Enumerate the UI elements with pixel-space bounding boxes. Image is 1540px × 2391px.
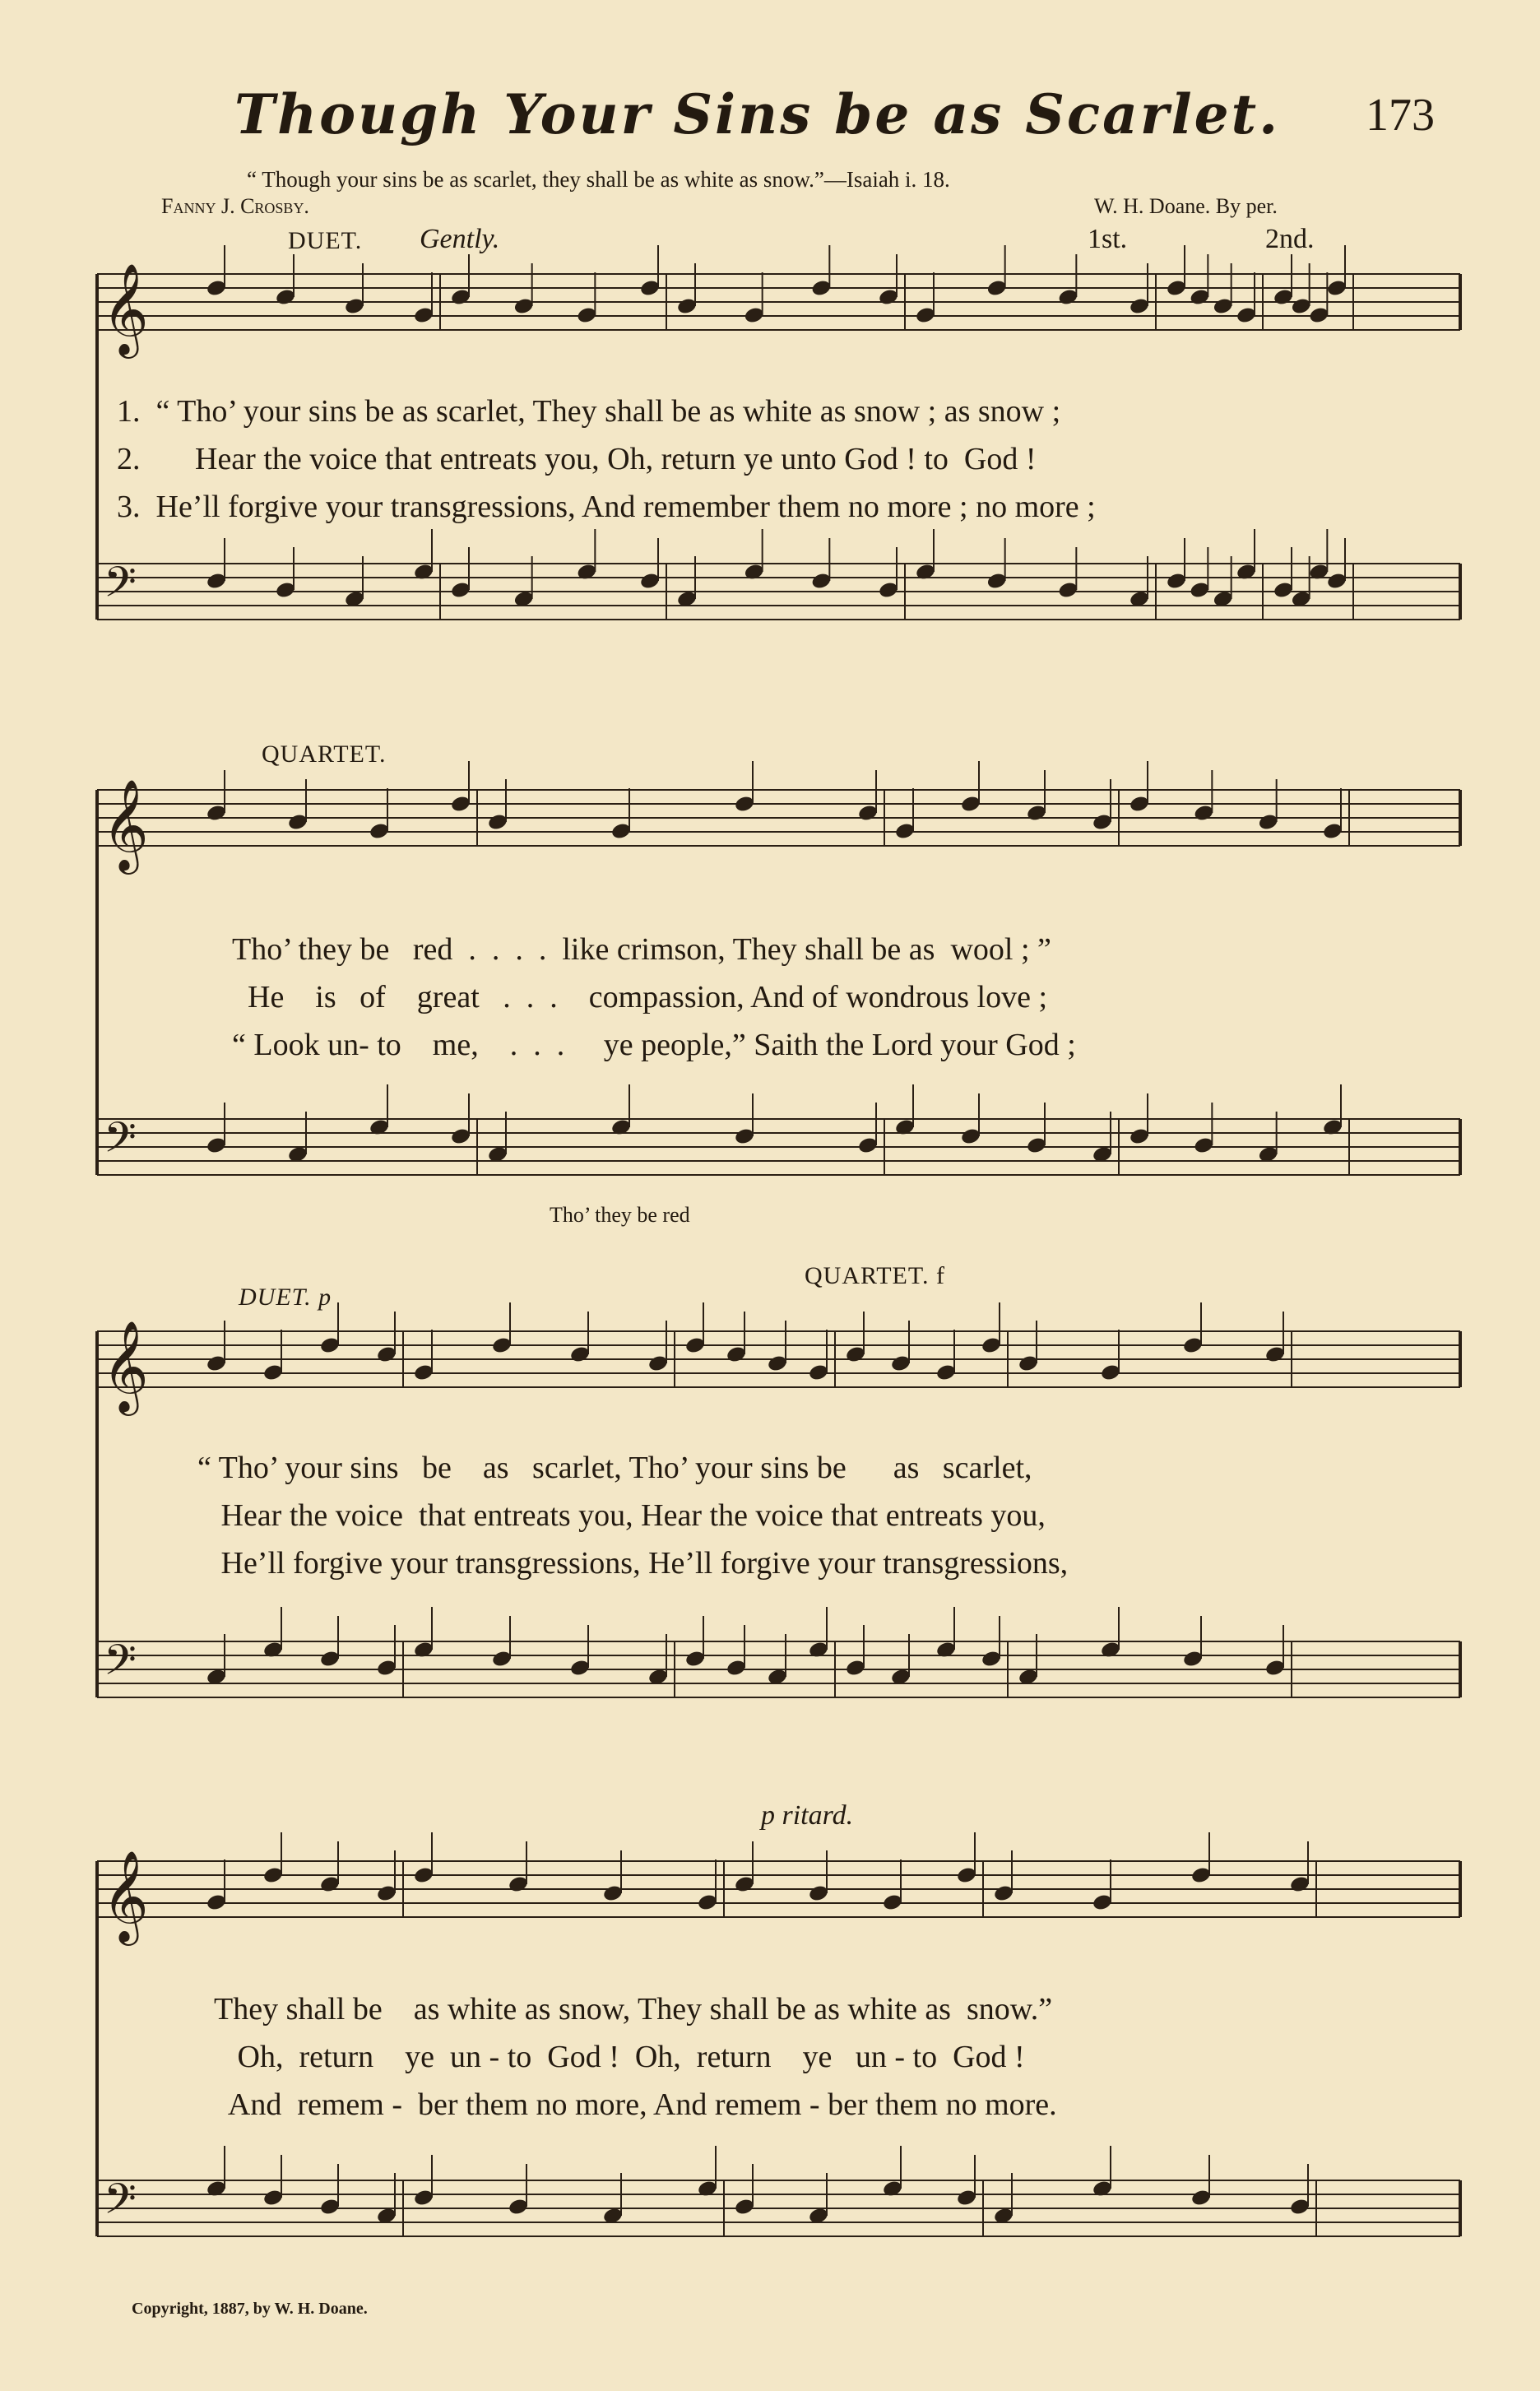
verse-line-3c: He’ll forgive your transgressions, He’ll forgive your transgressions, (197, 1546, 1069, 1581)
quartet-f-marking: QUARTET. f (805, 1262, 945, 1289)
ritard-marking: p ritard. (761, 1800, 854, 1831)
composer-credit: W. H. Doane. By per. (1094, 194, 1278, 218)
verse-line-2a: 2. Hear the voice that entreats you, Oh, return ye unto God ! to God ! (117, 442, 1037, 476)
first-ending-label: 1st. (1088, 224, 1128, 254)
verse-line-2b: He is of great . . . compassion, And of wondrous love ; (232, 980, 1048, 1014)
verse-line-3a: 3. He’ll forgive your transgressions, And remember them no more ; no more ; (117, 490, 1096, 524)
verse-line-1d: They shall be as white as snow, They shall be as white as snow.” (214, 1992, 1053, 2027)
bass-clef-icon: 𝄢 (104, 1112, 137, 1172)
treble-clef-icon: 𝄞 (102, 1320, 149, 1412)
treble-clef-icon: 𝄞 (102, 778, 149, 871)
bass-annotation: Tho’ they be red (550, 1203, 690, 1227)
hymn-title: Though Your Sins be as Scarlet. (234, 82, 1281, 146)
quartet-marking: QUARTET. (262, 741, 387, 768)
tempo-gently: Gently. (420, 224, 500, 254)
second-ending-label: 2nd. (1265, 224, 1315, 254)
hymn-number: 173 (1366, 90, 1435, 141)
treble-clef-icon: 𝄞 (102, 1850, 149, 1942)
verse-line-3d: And remem - ber them no more, And remem - ber them no more. (214, 2087, 1057, 2122)
verse-line-2c: Hear the voice that entreats you, Hear the voice that entreats you, (197, 1498, 1046, 1533)
bass-clef-icon: 𝄢 (104, 1635, 137, 1695)
bass-clef-icon: 𝄢 (104, 557, 137, 617)
verse-line-1c: “ Tho’ your sins be as scarlet, Tho’ your sins be as scarlet, (197, 1451, 1032, 1485)
copyright-footer: Copyright, 1887, by W. H. Doane. (132, 2300, 368, 2318)
verse-line-1a: 1. “ Tho’ your sins be as scarlet, They shall be as white as snow ; as snow ; (117, 394, 1061, 429)
verse-line-1b: Tho’ they be red . . . . like crimson, They shall be as wool ; ” (232, 932, 1051, 967)
verse-line-3b: “ Look un- to me, . . . ye people,” Saith the Lord your God ; (232, 1028, 1076, 1062)
author-credit: Fanny J. Crosby. (161, 194, 309, 218)
scripture-quote: “ Though your sins be as scarlet, they shall be as white as snow.”—Isaiah i. 18. (247, 167, 950, 192)
duet-marking: DUET. (288, 227, 363, 254)
verse-line-2d: Oh, return ye un - to God ! Oh, return ye un - to God ! (214, 2040, 1025, 2074)
bass-clef-icon: 𝄢 (104, 2174, 137, 2234)
duet-p-marking: DUET. p (239, 1284, 332, 1311)
treble-clef-icon: 𝄞 (102, 262, 149, 355)
